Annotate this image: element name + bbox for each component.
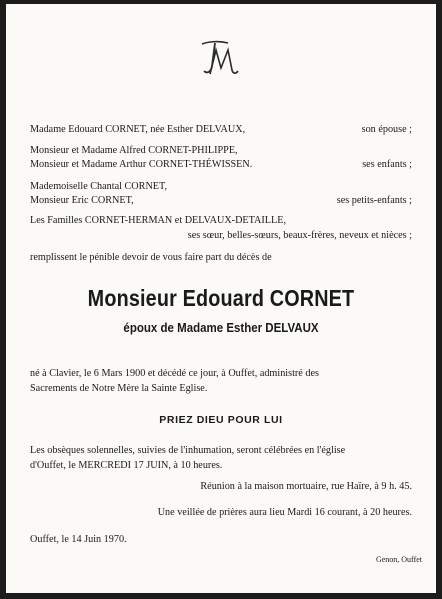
obituary-card [6, 4, 436, 593]
relation-spouse: son épouse ; [361, 124, 412, 135]
announcement-line: remplissent le pénible devoir de vous faire part du décès de [30, 252, 272, 263]
monogram-icon [196, 38, 246, 80]
family-line-relatives: ses sœur, belles-sœurs, beaux-frères, neveux et nièces ; [187, 230, 412, 241]
prayer-heading: PRIEZ DIEU POUR LUI [159, 414, 283, 426]
family-line-son-1: Monsieur et Madame Alfred CORNET-PHILIPPE, [30, 145, 238, 156]
birth-death-line-2: Sacrements de Notre Mère la Sainte Eglise. [30, 383, 208, 394]
funeral-line-1: Les obsèques solennelles, suivies de l'inhumation, seront célébrées en l'église [30, 445, 346, 456]
birth-death-line-1: né à Clavier, le 6 Mars 1900 et décédé ce jour, à Ouffet, administré des [30, 368, 319, 379]
relation-grandchildren: ses petits-enfants ; [336, 195, 412, 206]
funeral-line-2: d'Ouffet, le MERCREDI 17 JUIN, à 10 heures. [30, 460, 223, 471]
deceased-name: Monsieur Edouard CORNET [87, 285, 355, 311]
vigil-line: Une veillée de prières aura lieu Mardi 16 courant, à 20 heures. [157, 507, 412, 518]
family-line-grandchild-2: Monsieur Eric CORNET, [30, 195, 134, 206]
relation-children: ses enfants ; [362, 159, 412, 170]
family-line-families: Les Familles CORNET-HERMAN et DELVAUX-DETAILLE, [30, 215, 287, 226]
family-line-grandchild-1: Mademoiselle Chantal CORNET, [30, 181, 168, 192]
monogram-logo [6, 38, 436, 80]
gathering-line: Réunion à la maison mortuaire, rue Haïre, à 9 h. 45. [200, 481, 412, 492]
deceased-spouse-line: époux de Madame Esther DELVAUX [123, 321, 319, 335]
family-line-son-2: Monsieur et Madame Arthur CORNET-THÉWISSEN. [30, 159, 253, 170]
printer-credit: Genon, Ouffet [375, 555, 422, 564]
family-line-spouse: Madame Edouard CORNET, née Esther DELVAUX, [30, 124, 246, 135]
place-date: Ouffet, le 14 Juin 1970. [30, 534, 127, 545]
